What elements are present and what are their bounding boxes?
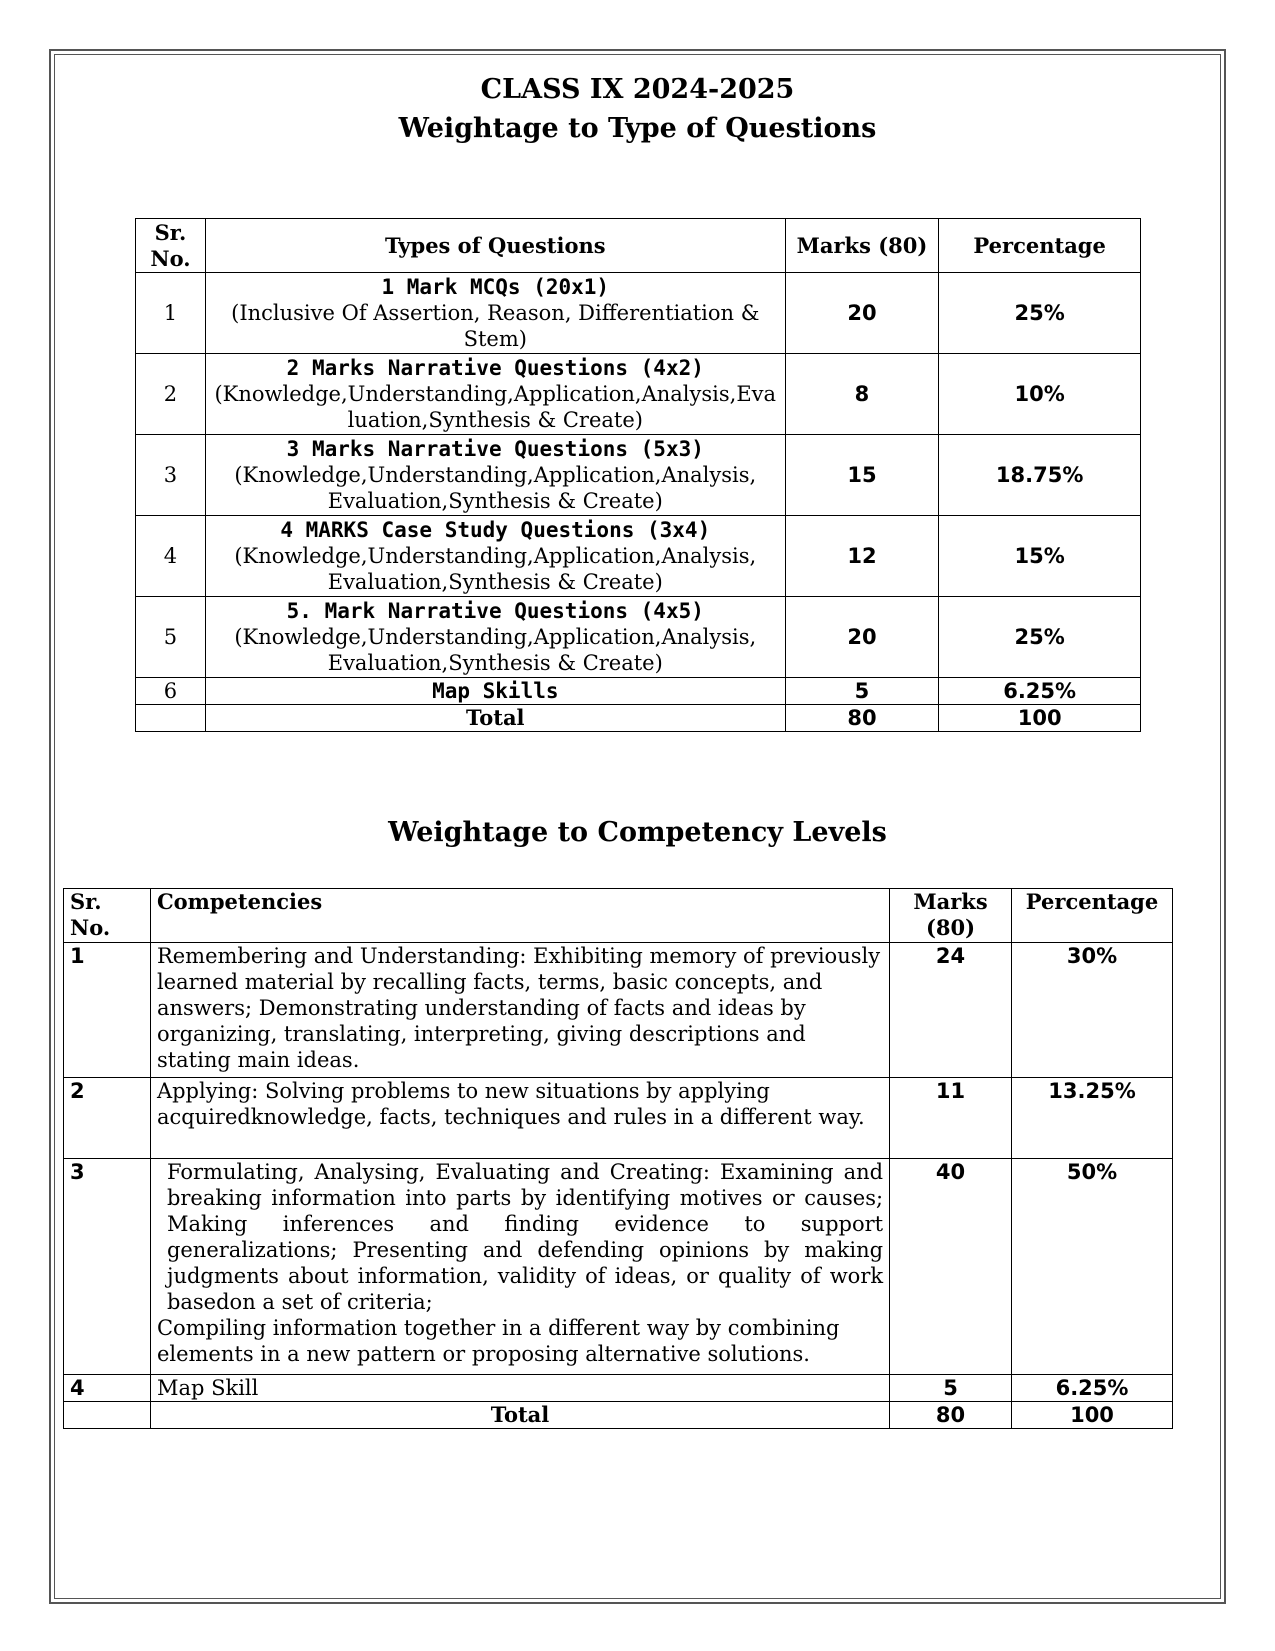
row-percentage: 30%	[1012, 943, 1173, 1078]
question-type-title: 4 MARKS Case Study Questions (3x4)	[280, 518, 711, 542]
row-question-type	[205, 597, 785, 678]
row-percentage: 50%	[1012, 1159, 1173, 1375]
row-sr: 1	[64, 943, 151, 1078]
row-marks: 20	[785, 597, 939, 678]
row-percentage: 18.75%	[939, 435, 1141, 516]
row-sr: 5	[136, 597, 206, 678]
row-marks: 5	[890, 1375, 1012, 1402]
question-type-desc: (Knowledge,Understanding,Application,Analysis, Evaluation,Synthesis & Create)	[234, 544, 757, 594]
table-row	[136, 678, 1141, 705]
header-sr-no: Sr. No.	[136, 219, 206, 273]
row-competency: Remembering and Understanding: Exhibiting memory of previously learned material by recalling facts, terms, basic concepts, and answers; Demonstrating understanding of facts and ideas by organizing, translating, interpreting, giving descriptions and stating main ideas.	[150, 943, 889, 1078]
table-row	[64, 1159, 1173, 1375]
table-header-row	[64, 889, 1173, 943]
table-total-row	[136, 705, 1141, 732]
total-sr-empty	[136, 705, 206, 732]
row-marks: 12	[785, 516, 939, 597]
row-sr: 4	[136, 516, 206, 597]
total-marks: 80	[890, 1402, 1012, 1429]
row-competency: Map Skill	[150, 1375, 889, 1402]
row-sr: 6	[136, 678, 206, 705]
row-percentage: 15%	[939, 516, 1141, 597]
row-question-type	[205, 516, 785, 597]
row-marks: 11	[890, 1078, 1012, 1159]
question-type-title: Map Skills	[432, 679, 559, 703]
row-sr: 2	[136, 354, 206, 435]
total-sr-empty	[64, 1402, 151, 1429]
question-type-desc: (Knowledge,Understanding,Application,Analysis,Evaluation,Synthesis & Create)	[214, 382, 777, 432]
competency-section-title: Weightage to Competency Levels	[388, 817, 887, 848]
row-question-type	[205, 678, 785, 705]
row-percentage: 25%	[939, 273, 1141, 354]
row-sr: 2	[64, 1078, 151, 1159]
row-percentage: 25%	[939, 597, 1141, 678]
table-row	[136, 435, 1141, 516]
header-marks: Marks (80)	[785, 219, 939, 273]
total-label: Total	[150, 1402, 889, 1429]
header-marks: Marks (80)	[890, 889, 1012, 943]
question-type-title: 5. Mark Narrative Questions (4x5)	[286, 599, 704, 623]
total-percentage: 100	[1012, 1402, 1173, 1429]
row-marks: 15	[785, 435, 939, 516]
row-percentage: 6.25%	[1012, 1375, 1173, 1402]
question-type-desc: (Inclusive Of Assertion, Reason, Differentiation & Stem)	[231, 301, 760, 351]
question-type-desc: (Knowledge,Understanding,Application,Analysis, Evaluation,Synthesis & Create)	[234, 625, 757, 675]
total-label: Total	[205, 705, 785, 732]
table-row	[64, 1078, 1173, 1159]
table-row	[64, 943, 1173, 1078]
row-marks: 20	[785, 273, 939, 354]
row-sr: 3	[136, 435, 206, 516]
header-question-type: Types of Questions	[205, 219, 785, 273]
row-sr: 4	[64, 1375, 151, 1402]
row-percentage: 13.25%	[1012, 1078, 1173, 1159]
row-question-type	[205, 435, 785, 516]
row-percentage: 6.25%	[939, 678, 1141, 705]
table-header-row	[136, 219, 1141, 273]
competency-weightage-table	[63, 888, 1173, 1429]
questions-section-title: Weightage to Type of Questions	[398, 113, 877, 144]
row-marks: 24	[890, 943, 1012, 1078]
question-type-desc: (Knowledge,Understanding,Application,Analysis, Evaluation,Synthesis & Create)	[234, 463, 757, 513]
header-sr-no: Sr. No.	[64, 889, 151, 943]
table-row	[136, 516, 1141, 597]
table-row	[136, 354, 1141, 435]
row-sr: 3	[64, 1159, 151, 1375]
question-type-title: 3 Marks Narrative Questions (5x3)	[286, 437, 704, 461]
row-sr: 1	[136, 273, 206, 354]
header-competencies: Competencies	[150, 889, 889, 943]
header-percentage: Percentage	[1012, 889, 1173, 943]
row-competency	[150, 1159, 889, 1375]
row-question-type	[205, 354, 785, 435]
total-marks: 80	[785, 705, 939, 732]
row-question-type	[205, 273, 785, 354]
table-row	[136, 597, 1141, 678]
competency-text-main: Formulating, Analysing, Evaluating and Creating: Examining and breaking information into parts by identifying motives or causes; Making inferences and finding evidence to support generalizations; Presenting and defending opinions by making judgments about information, validity of ideas, or quality of work basedon a set of criteria;	[166, 1160, 884, 1314]
table-total-row	[64, 1402, 1173, 1429]
row-marks: 40	[890, 1159, 1012, 1375]
question-type-title: 1 Mark MCQs (20x1)	[381, 275, 610, 299]
row-competency: Applying: Solving problems to new situations by applying acquiredknowledge, facts, techniques and rules in a different way.	[150, 1078, 889, 1159]
row-percentage: 10%	[939, 354, 1141, 435]
total-percentage: 100	[939, 705, 1141, 732]
page-title: CLASS IX 2024-2025	[480, 74, 795, 105]
row-marks: 5	[785, 678, 939, 705]
question-type-title: 2 Marks Narrative Questions (4x2)	[286, 356, 704, 380]
table-row	[136, 273, 1141, 354]
questions-weightage-table	[135, 218, 1141, 732]
header-percentage: Percentage	[939, 219, 1141, 273]
table-row	[64, 1375, 1173, 1402]
competency-text-extra: Compiling information together in a different way by combining elements in a new pattern or proposing alternative solutions.	[156, 1316, 840, 1366]
row-marks: 8	[785, 354, 939, 435]
